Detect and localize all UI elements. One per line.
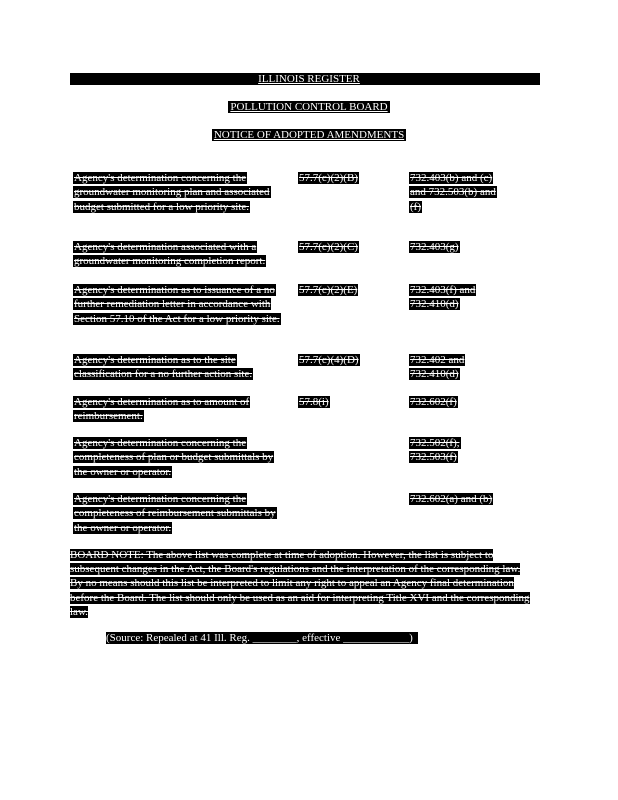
- table-row-0-section: 732.403(b) and (c) and 732.503(b) and (f): [410, 172, 496, 213]
- board-title-text: POLLUTION CONTROL BOARD: [230, 101, 388, 113]
- table-row-3-act: 57.7(c)(4)(D): [299, 354, 359, 366]
- table-row-6-determination: Agency's determination concerning the completeness of reimbursement submittals by the owner or operator.: [74, 493, 276, 534]
- table-row-4-act: 57.8(i): [299, 396, 329, 408]
- table-row-1-act: 57.7(c)(2)(C): [299, 241, 358, 253]
- table-row-6-section: 732.602(a) and (b): [410, 493, 493, 505]
- register-title-text: ILLINOIS REGISTER: [258, 73, 360, 85]
- board-note: [70, 548, 532, 619]
- table-row-2-section: 732.403(f) and 732.410(d): [410, 284, 476, 311]
- table-row-4-determination: Agency's determination as to amount of reimbursement.: [74, 396, 250, 423]
- register-title: [0, 73, 618, 85]
- table-row-2-act: 57.7(c)(2)(E): [299, 284, 358, 296]
- table-row-5-section: 732.502(f), 732.503(f): [410, 437, 460, 464]
- table-row-0-determination: Agency's determination concerning the groundwater monitoring plan and associated budget submitted for a low priority site.: [74, 172, 270, 213]
- table-row-0-act: 57.7(c)(2)(B): [299, 172, 358, 184]
- board-title: [0, 101, 618, 113]
- table-row-2-determination: Agency's determination as to issuance of a no further remediation letter in accordance with Section 57.10 of the Act for a low priority site.: [74, 284, 280, 325]
- notice-title-text: NOTICE OF ADOPTED AMENDMENTS: [213, 129, 405, 141]
- table-row-1-determination: Agency's determination associated with a groundwater monitoring completion report.: [74, 241, 266, 268]
- table-row-1-section: 732.403(g): [410, 241, 459, 253]
- board-note-text: BOARD NOTE: The above list was complete at time of adoption. However, the list is subject to subsequent changes in the Act, the Board's regulations and the interpretation of the corresponding law. By no means should this list be interpreted to limit any right to appeal an Agency final determination before the Board. The list should only be used as an aid for interpreting Title XVI and the corresponding law.: [70, 549, 530, 618]
- table-row-4-section: 732.602(f): [410, 396, 457, 408]
- table-row-5-determination: Agency's determination concerning the completeness of plan or budget submittals by the owner or operator.: [74, 437, 274, 478]
- table-row-3-determination: Agency's determination as to the site classification for a no further action site.: [74, 354, 253, 381]
- table-row-3-section: 732.402 and 732.410(d): [410, 354, 465, 381]
- source-note: (Source: Repealed at 41 Ill. Reg. ________, effective ____________): [106, 632, 418, 644]
- notice-title: [0, 129, 618, 141]
